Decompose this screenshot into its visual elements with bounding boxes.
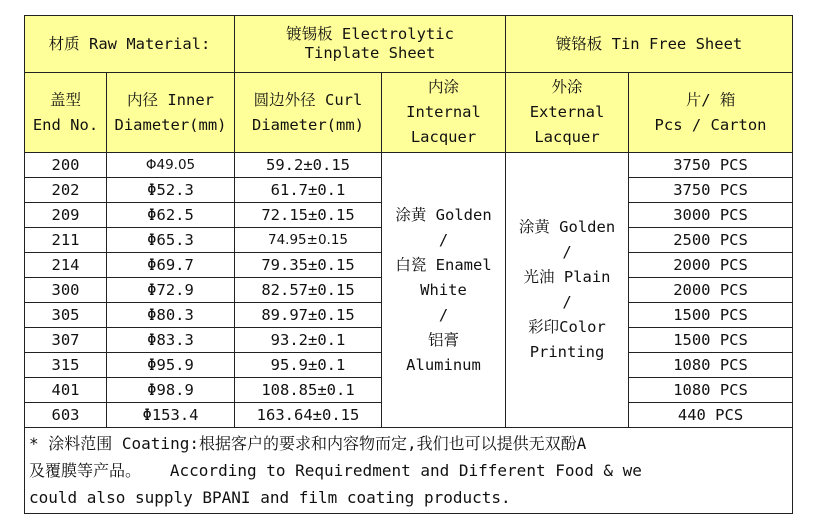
inner-diameter-cell: Φ72.9 [107,278,235,303]
end-no-cell: 315 [25,353,107,378]
internal-sep2: / [438,305,449,324]
etp-label-line2: Tinplate Sheet [304,44,436,62]
coating-note [25,428,793,514]
external-sep2: / [562,293,572,311]
end-no-cell: 209 [25,203,107,228]
pcs-cell: 2000 PCS [629,278,793,303]
pcs-cell: 440 PCS [629,403,793,428]
end-no-cell: 307 [25,328,107,353]
col-curl-en: Diameter(mm) [252,115,364,134]
col-end-no-cn: 盖型 [49,90,81,109]
col-curl-diameter [235,73,382,153]
curl-diameter-cell: 108.85±0.1 [235,378,382,403]
end-no-cell: 214 [25,253,107,278]
external-lacquer-cell [506,153,629,428]
col-internal-en1: Internal [406,103,481,121]
col-external-en1: External [529,103,605,121]
raw-material-label: 材质 Raw Material: [25,16,235,73]
end-no-cell: 211 [25,228,107,253]
col-internal-en2: Lacquer [410,128,477,146]
external-plain: 光油 Plain [523,268,611,286]
curl-diameter-cell: 89.97±0.15 [235,303,382,328]
inner-diameter-cell: Φ69.7 [107,253,235,278]
col-end-no [25,73,107,153]
inner-diameter-cell: Φ83.3 [107,328,235,353]
inner-diameter-cell: Φ153.4 [107,403,235,428]
col-internal-cn: 内涂 [428,78,460,96]
external-printing: Printing [529,343,605,361]
end-no-cell: 305 [25,303,107,328]
inner-diameter-cell: Φ95.9 [107,353,235,378]
spec-table [24,15,793,514]
curl-diameter-cell: 79.35±0.15 [235,253,382,278]
pcs-cell: 3750 PCS [629,178,793,203]
end-no-cell: 202 [25,178,107,203]
curl-diameter-cell: 82.57±0.15 [235,278,382,303]
etp-label [235,16,506,73]
curl-diameter-cell: 72.15±0.15 [235,203,382,228]
pcs-cell: 2000 PCS [629,253,793,278]
pcs-cell: 1080 PCS [629,378,793,403]
curl-diameter-cell: 93.2±0.1 [235,328,382,353]
col-external-cn: 外涂 [551,78,583,96]
external-color: 彩印Color [528,318,606,336]
internal-aluminum-cn: 铝膏 [428,330,460,349]
end-no-cell: 200 [25,153,107,178]
internal-aluminum-en: Aluminum [406,355,481,374]
column-header-row [25,73,793,153]
pcs-cell: 1080 PCS [629,353,793,378]
pcs-cell: 3750 PCS [629,153,793,178]
header-row-material [25,16,793,73]
inner-diameter-cell: Φ98.9 [107,378,235,403]
tfs-label: 镀铬板 Tin Free Sheet [506,16,793,73]
inner-diameter-cell: Φ49.05 [107,153,235,178]
col-external-lacquer [506,73,629,153]
col-curl-cn: 圆边外径 Curl [253,90,363,109]
curl-diameter-cell: 59.2±0.15 [235,153,382,178]
col-external-en2: Lacquer [534,128,600,146]
col-internal-lacquer [382,73,506,153]
external-golden: 涂黄 Golden [518,218,616,236]
pcs-cell: 2500 PCS [629,228,793,253]
col-inner-cn: 内径 Inner [127,90,214,109]
external-sep1: / [562,243,572,261]
col-pcs-en: Pcs / Carton [654,115,767,134]
table-row [25,153,793,178]
col-pcs-cn: 片/ 箱 [685,90,736,109]
end-no-cell: 401 [25,378,107,403]
inner-diameter-cell: Φ52.3 [107,178,235,203]
internal-white: White [420,280,467,299]
curl-diameter-cell: 95.9±0.1 [235,353,382,378]
pcs-cell: 1500 PCS [629,303,793,328]
curl-diameter-cell: 61.7±0.1 [235,178,382,203]
internal-enamel: 白瓷 Enamel [395,255,492,274]
pcs-cell: 1500 PCS [629,328,793,353]
col-end-no-en: End No. [32,115,99,134]
inner-diameter-cell: Φ80.3 [107,303,235,328]
note-line-2: 及覆膜等产品。 According to Requiredment and Different Food & we [29,461,642,480]
pcs-cell: 3000 PCS [629,203,793,228]
note-line-1: * 涂料范围 Coating:根据客户的要求和内容物而定,我们也可以提供无双酚A [29,434,587,453]
col-inner-en: Diameter(mm) [114,115,227,134]
inner-diameter-cell: Φ65.3 [107,228,235,253]
internal-sep1: / [438,230,449,249]
note-line-3: could also supply BPANI and film coating products. [29,488,511,507]
inner-diameter-cell: Φ62.5 [107,203,235,228]
internal-lacquer-cell [382,153,506,428]
internal-golden: 涂黄 Golden [395,205,492,224]
curl-diameter-cell: 163.64±0.15 [235,403,382,428]
col-pcs-carton [629,73,793,153]
curl-diameter-cell: 74.95±0.15 [235,228,382,253]
etp-label-line1: 镀锡板 Electrolytic [286,25,454,44]
end-no-cell: 300 [25,278,107,303]
end-no-cell: 603 [25,403,107,428]
note-row [25,428,793,514]
col-inner-diameter [107,73,235,153]
